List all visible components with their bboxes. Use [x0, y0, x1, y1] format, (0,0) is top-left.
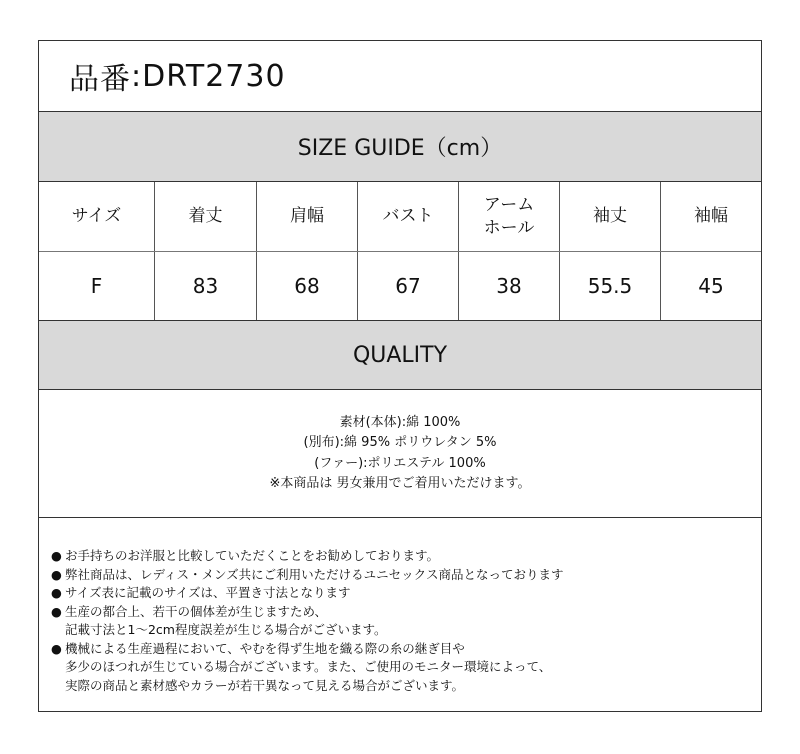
quality-details [39, 390, 761, 517]
header-label: 袖幅 [694, 206, 728, 227]
header-label: ホール [483, 217, 535, 238]
notes-section [39, 519, 761, 711]
header-cell-armhole [459, 182, 560, 251]
header-cell-sleeve-width [661, 182, 761, 251]
size-table-header [39, 182, 761, 251]
note-text: お手持ちのお洋服と比較していただくことをお勧めしております。 [65, 548, 440, 563]
list-item [51, 640, 761, 696]
material-line: 素材(本体):綿 100% [339, 415, 461, 431]
header-cell-size [39, 182, 155, 251]
list-item [51, 566, 761, 585]
bullet-icon: ● [51, 640, 62, 656]
table-cell: 38 [459, 252, 560, 320]
header-label: 肩幅 [290, 206, 324, 227]
header-label: 着丈 [188, 206, 223, 227]
note-text: 生産の都合上、若干の個体差が生じますため、 [65, 603, 328, 619]
table-cell: 67 [358, 252, 459, 320]
note-text: 弊社商品は、レディス・メンズ共にご利用いただけるユニセックス商品となっております [65, 566, 564, 582]
list-item [51, 584, 761, 603]
bullet-icon: ● [51, 603, 62, 619]
size-guide-heading: SIZE GUIDE（cm） [39, 112, 761, 181]
header-label: サイズ [71, 206, 122, 227]
list-item [51, 547, 761, 566]
header-label: 袖丈 [593, 206, 627, 227]
size-chart-frame [38, 40, 762, 712]
table-cell: 68 [257, 252, 358, 320]
note-text: 実際の商品と素材感やカラーが若干異なって見える場合がございます。 [65, 677, 465, 693]
note-text: 多少のほつれが生じている場合がございます。また、ご使用のモニター環境によって、 [65, 659, 552, 674]
quality-heading: QUALITY [39, 321, 761, 389]
bullet-icon: ● [51, 566, 62, 582]
divider [39, 517, 761, 518]
header-cell-shoulder [257, 182, 358, 251]
product-code: DRT2730 [142, 58, 286, 94]
table-cell: F [39, 252, 155, 320]
product-title [39, 41, 761, 111]
unisex-note: ※本商品は 男女兼用でご着用いただけます。 [269, 475, 531, 491]
table-cell: 55.5 [560, 252, 661, 320]
bullet-icon: ● [51, 548, 62, 563]
table-cell: 83 [155, 252, 257, 320]
note-text: 記載寸法と1～2cm程度誤差が生じる場合がございます。 [65, 622, 387, 637]
table-cell: 45 [698, 274, 724, 298]
header-cell-sleeve-length [560, 182, 661, 251]
material-line: (ファー):ポリエステル 100% [314, 455, 486, 471]
header-label: アーム [483, 195, 535, 216]
product-separator: : [131, 58, 143, 94]
note-text: 機械による生産過程において、やむを得ず生地を織る際の糸の継ぎ目や [65, 640, 465, 656]
header-cell-bust [358, 182, 459, 251]
table-row [39, 252, 761, 320]
header-cell-length [155, 182, 257, 251]
material-line: (別布):綿 95% ポリウレタン 5% [303, 435, 497, 451]
list-item [51, 603, 761, 640]
header-label: バスト [382, 206, 434, 227]
note-text: サイズ表に記載のサイズは、平置き寸法となります [65, 585, 351, 600]
product-label: 品番 [69, 62, 131, 97]
bullet-icon: ● [51, 585, 62, 600]
